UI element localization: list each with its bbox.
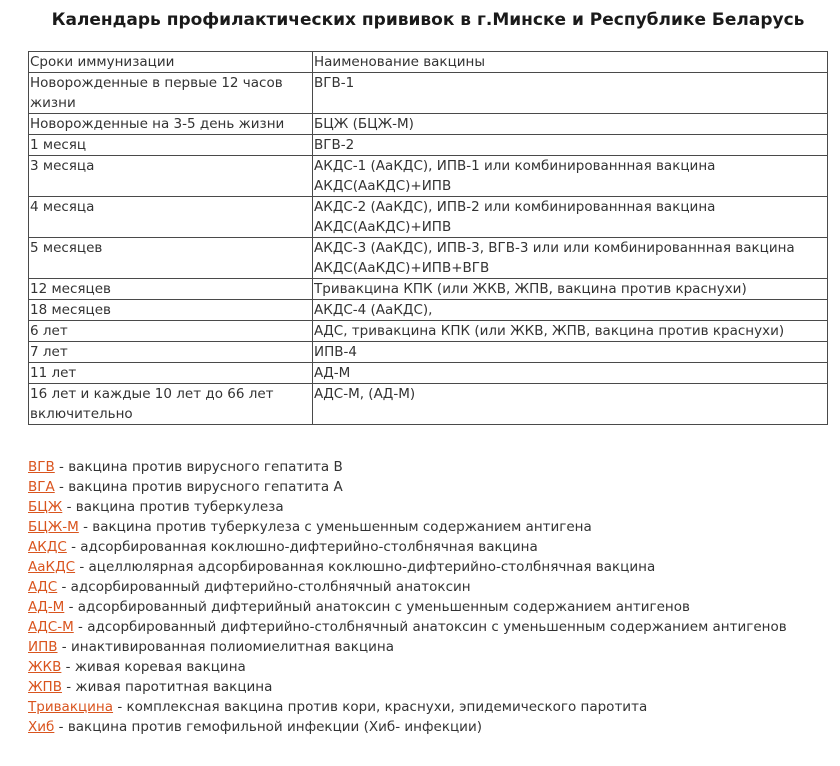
age-cell: 3 месяца [29,156,313,197]
table-row [29,73,828,114]
vaccine-cell: АКДС-1 (АаКДС), ИПВ-1 или комбинированнная вакцина АКДС(АаКДС)+ИПВ [313,156,828,197]
abbreviation-legend [28,457,828,737]
legend-item [28,617,828,637]
abbreviation-description: - живая паротитная вакцина [61,679,273,695]
table-row [29,135,828,156]
abbreviation-description: - вакцина против вирусного гепатита А [54,479,343,495]
legend-item [28,657,828,677]
abbreviation-description: - вакцина против гемофильной инфекции (Хиб- инфекции) [54,719,482,735]
age-cell: 18 месяцев [29,300,313,321]
abbreviation-link[interactable]: ВГВ [28,459,55,475]
legend-item [28,537,828,557]
vaccine-cell: ИПВ-4 [313,342,828,363]
abbreviation-link[interactable]: Хиб [28,719,55,735]
legend-item [28,717,828,737]
vaccination-schedule-table [28,51,828,425]
header-cell-vaccine: Наименование вакцины [313,52,828,73]
table-row [29,300,828,321]
legend-item [28,697,828,717]
header-cell-age: Сроки иммунизации [29,52,313,73]
age-cell: 16 лет и каждые 10 лет до 66 лет включительно [29,384,313,425]
abbreviation-link[interactable]: БЦЖ [28,499,63,515]
abbreviation-description: - вакцина против вирусного гепатита В [54,459,343,475]
abbreviation-description: - адсорбированный дифтерийно-столбнячный анатоксин с уменьшенным содержанием антигенов [73,619,787,635]
table-row [29,197,828,238]
abbreviation-link[interactable]: ИПВ [28,639,58,655]
vaccine-cell: АДС, тривакцина КПК (или ЖКВ, ЖПВ, вакцина против краснухи) [313,321,828,342]
abbreviation-link[interactable]: ВГА [28,479,55,495]
table-row [29,321,828,342]
abbreviation-description: - адсорбированный дифтерийный анатоксин с уменьшенным содержанием антигенов [64,599,690,615]
vaccine-cell: ВГВ-2 [313,135,828,156]
table-row [29,384,828,425]
page-title: Календарь профилактических прививок в г.Минске и Республике Беларусь [51,10,805,30]
legend-item [28,577,828,597]
abbreviation-link[interactable]: АДС [28,579,58,595]
abbreviation-link[interactable]: АаКДС [28,559,76,575]
table-row [29,363,828,384]
vaccine-cell: АКДС-3 (АаКДС), ИПВ-3, ВГВ-3 или или комбинированнная вакцина АКДС(АаКДС)+ИПВ+ВГВ [313,238,828,279]
age-cell: 6 лет [29,321,313,342]
age-cell: 7 лет [29,342,313,363]
age-cell: 11 лет [29,363,313,384]
age-cell: 1 месяц [29,135,313,156]
table-row [29,279,828,300]
table-row [29,342,828,363]
vaccine-cell: АД-М [313,363,828,384]
table-row [29,238,828,279]
legend-item [28,637,828,657]
age-cell: 4 месяца [29,197,313,238]
legend-item [28,517,828,537]
abbreviation-description: - инактивированная полиомиелитная вакцина [57,639,394,655]
abbreviation-link[interactable]: ЖПВ [28,679,62,695]
vaccine-cell: АДС-М, (АД-М) [313,384,828,425]
vaccine-cell: АКДС-2 (АаКДС), ИПВ-2 или комбинированнная вакцина АКДС(АаКДС)+ИПВ [313,197,828,238]
abbreviation-link[interactable]: ЖКВ [28,659,62,675]
abbreviation-description: - ацеллюлярная адсорбированная коклюшно-дифтерийно-столбнячная вакцина [75,559,656,575]
table-header-row [29,52,828,73]
legend-item [28,677,828,697]
abbreviation-description: - адсорбированный дифтерийно-столбнячный анатоксин [57,579,471,595]
vaccine-cell: Тривакцина КПК (или ЖКВ, ЖПВ, вакцина против краснухи) [313,279,828,300]
table-row [29,114,828,135]
abbreviation-link[interactable]: АД-М [28,599,65,615]
abbreviation-link[interactable]: АДС-М [28,619,74,635]
vaccine-cell: ВГВ-1 [313,73,828,114]
vaccine-cell: АКДС-4 (АаКДС), [313,300,828,321]
abbreviation-description: - комплексная вакцина против кори, краснухи, эпидемического паротита [113,699,648,715]
abbreviation-link[interactable]: БЦЖ-М [28,519,79,535]
table-row [29,156,828,197]
abbreviation-description: - живая коревая вакцина [61,659,246,675]
abbreviation-description: - вакцина против туберкулеза с уменьшенным содержанием антигена [78,519,592,535]
legend-item [28,457,828,477]
age-cell: Новорожденные в первые 12 часов жизни [29,73,313,114]
abbreviation-link[interactable]: АКДС [28,539,67,555]
legend-item [28,497,828,517]
abbreviation-link[interactable]: Тривакцина [28,699,114,715]
legend-item [28,557,828,577]
abbreviation-description: - вакцина против туберкулеза [62,499,284,515]
abbreviation-description: - адсорбированная коклюшно-дифтерийно-столбнячная вакцина [66,539,538,555]
legend-item [28,477,828,497]
legend-item [28,597,828,617]
age-cell: Новорожденные на 3-5 день жизни [29,114,313,135]
age-cell: 12 месяцев [29,279,313,300]
age-cell: 5 месяцев [29,238,313,279]
vaccine-cell: БЦЖ (БЦЖ-М) [313,114,828,135]
